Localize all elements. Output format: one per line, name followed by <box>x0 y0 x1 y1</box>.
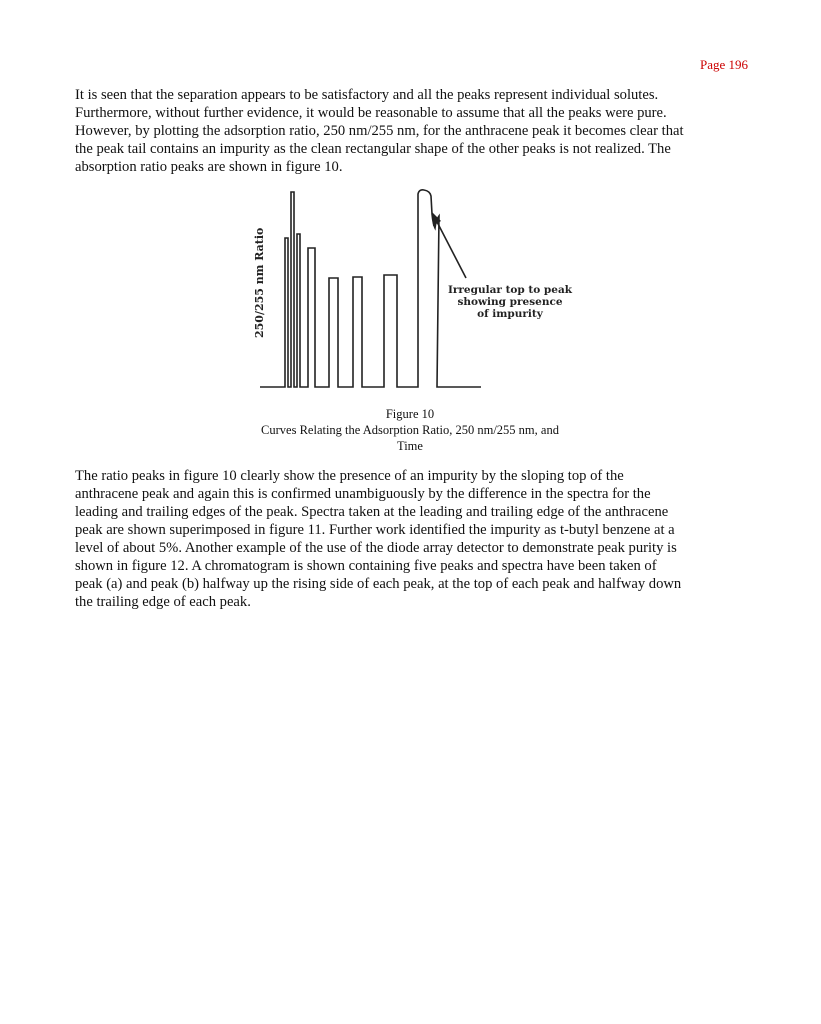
text-line: The ratio peaks in figure 10 clearly show the presence of an impurity by the sloping top of the <box>75 468 624 484</box>
caption-line: Time <box>397 439 423 453</box>
text-line: Furthermore, without further evidence, it would be reasonable to assume that all the peaks were pure. <box>75 105 667 121</box>
text-line: the trailing edge of each peak. <box>75 594 251 610</box>
text-line: shown in figure 12. A chromatogram is shown containing five peaks and spectra have been taken of <box>75 558 657 574</box>
annotation-line: showing presence <box>457 296 563 308</box>
annotation-line: of impurity <box>477 308 543 320</box>
annotation-arrow-line <box>435 218 466 278</box>
paragraph-intro <box>75 86 755 176</box>
figure-10-chart <box>248 186 588 396</box>
text-line: However, by plotting the adsorption ratio, 250 nm/255 nm, for the anthracene peak it becomes clear that <box>75 123 684 139</box>
text-line: absorption ratio peaks are shown in figure 10. <box>75 159 343 175</box>
text-line: peak (a) and peak (b) halfway up the rising side of each peak, at the top of each peak and halfway down <box>75 576 682 592</box>
figure-caption-title: Figure 10 <box>385 407 435 421</box>
text-line: peak are shown superimposed in figure 11. Further work identified the impurity as t-butyl benzene at a <box>75 522 675 538</box>
text-line: It is seen that the separation appears to be satisfactory and all the peaks represent individual solutes. <box>75 87 659 103</box>
text-line: leading and trailing edges of the peak. Spectra taken at the leading and trailing edge of the anthracene <box>75 504 669 520</box>
text-line: the peak tail contains an impurity as the clean rectangular shape of the other peaks is not realized. The <box>75 141 671 157</box>
text-line: anthracene peak and again this is confirmed unambiguously by the difference in the spectra for the <box>75 486 651 502</box>
text-line: level of about 5%. Another example of the use of the diode array detector to demonstrate peak purity is <box>75 540 677 556</box>
paragraph-discussion <box>75 467 755 611</box>
caption-line: Curves Relating the Adsorption Ratio, 250 nm/255 nm, and <box>261 423 559 437</box>
page-number: Page 196 <box>699 57 748 72</box>
y-axis-label: 250/255 nm Ratio <box>253 227 266 338</box>
ratio-chart-svg <box>248 186 588 396</box>
annotation-line: Irregular top to peak <box>447 284 573 296</box>
figure-caption <box>210 422 610 454</box>
